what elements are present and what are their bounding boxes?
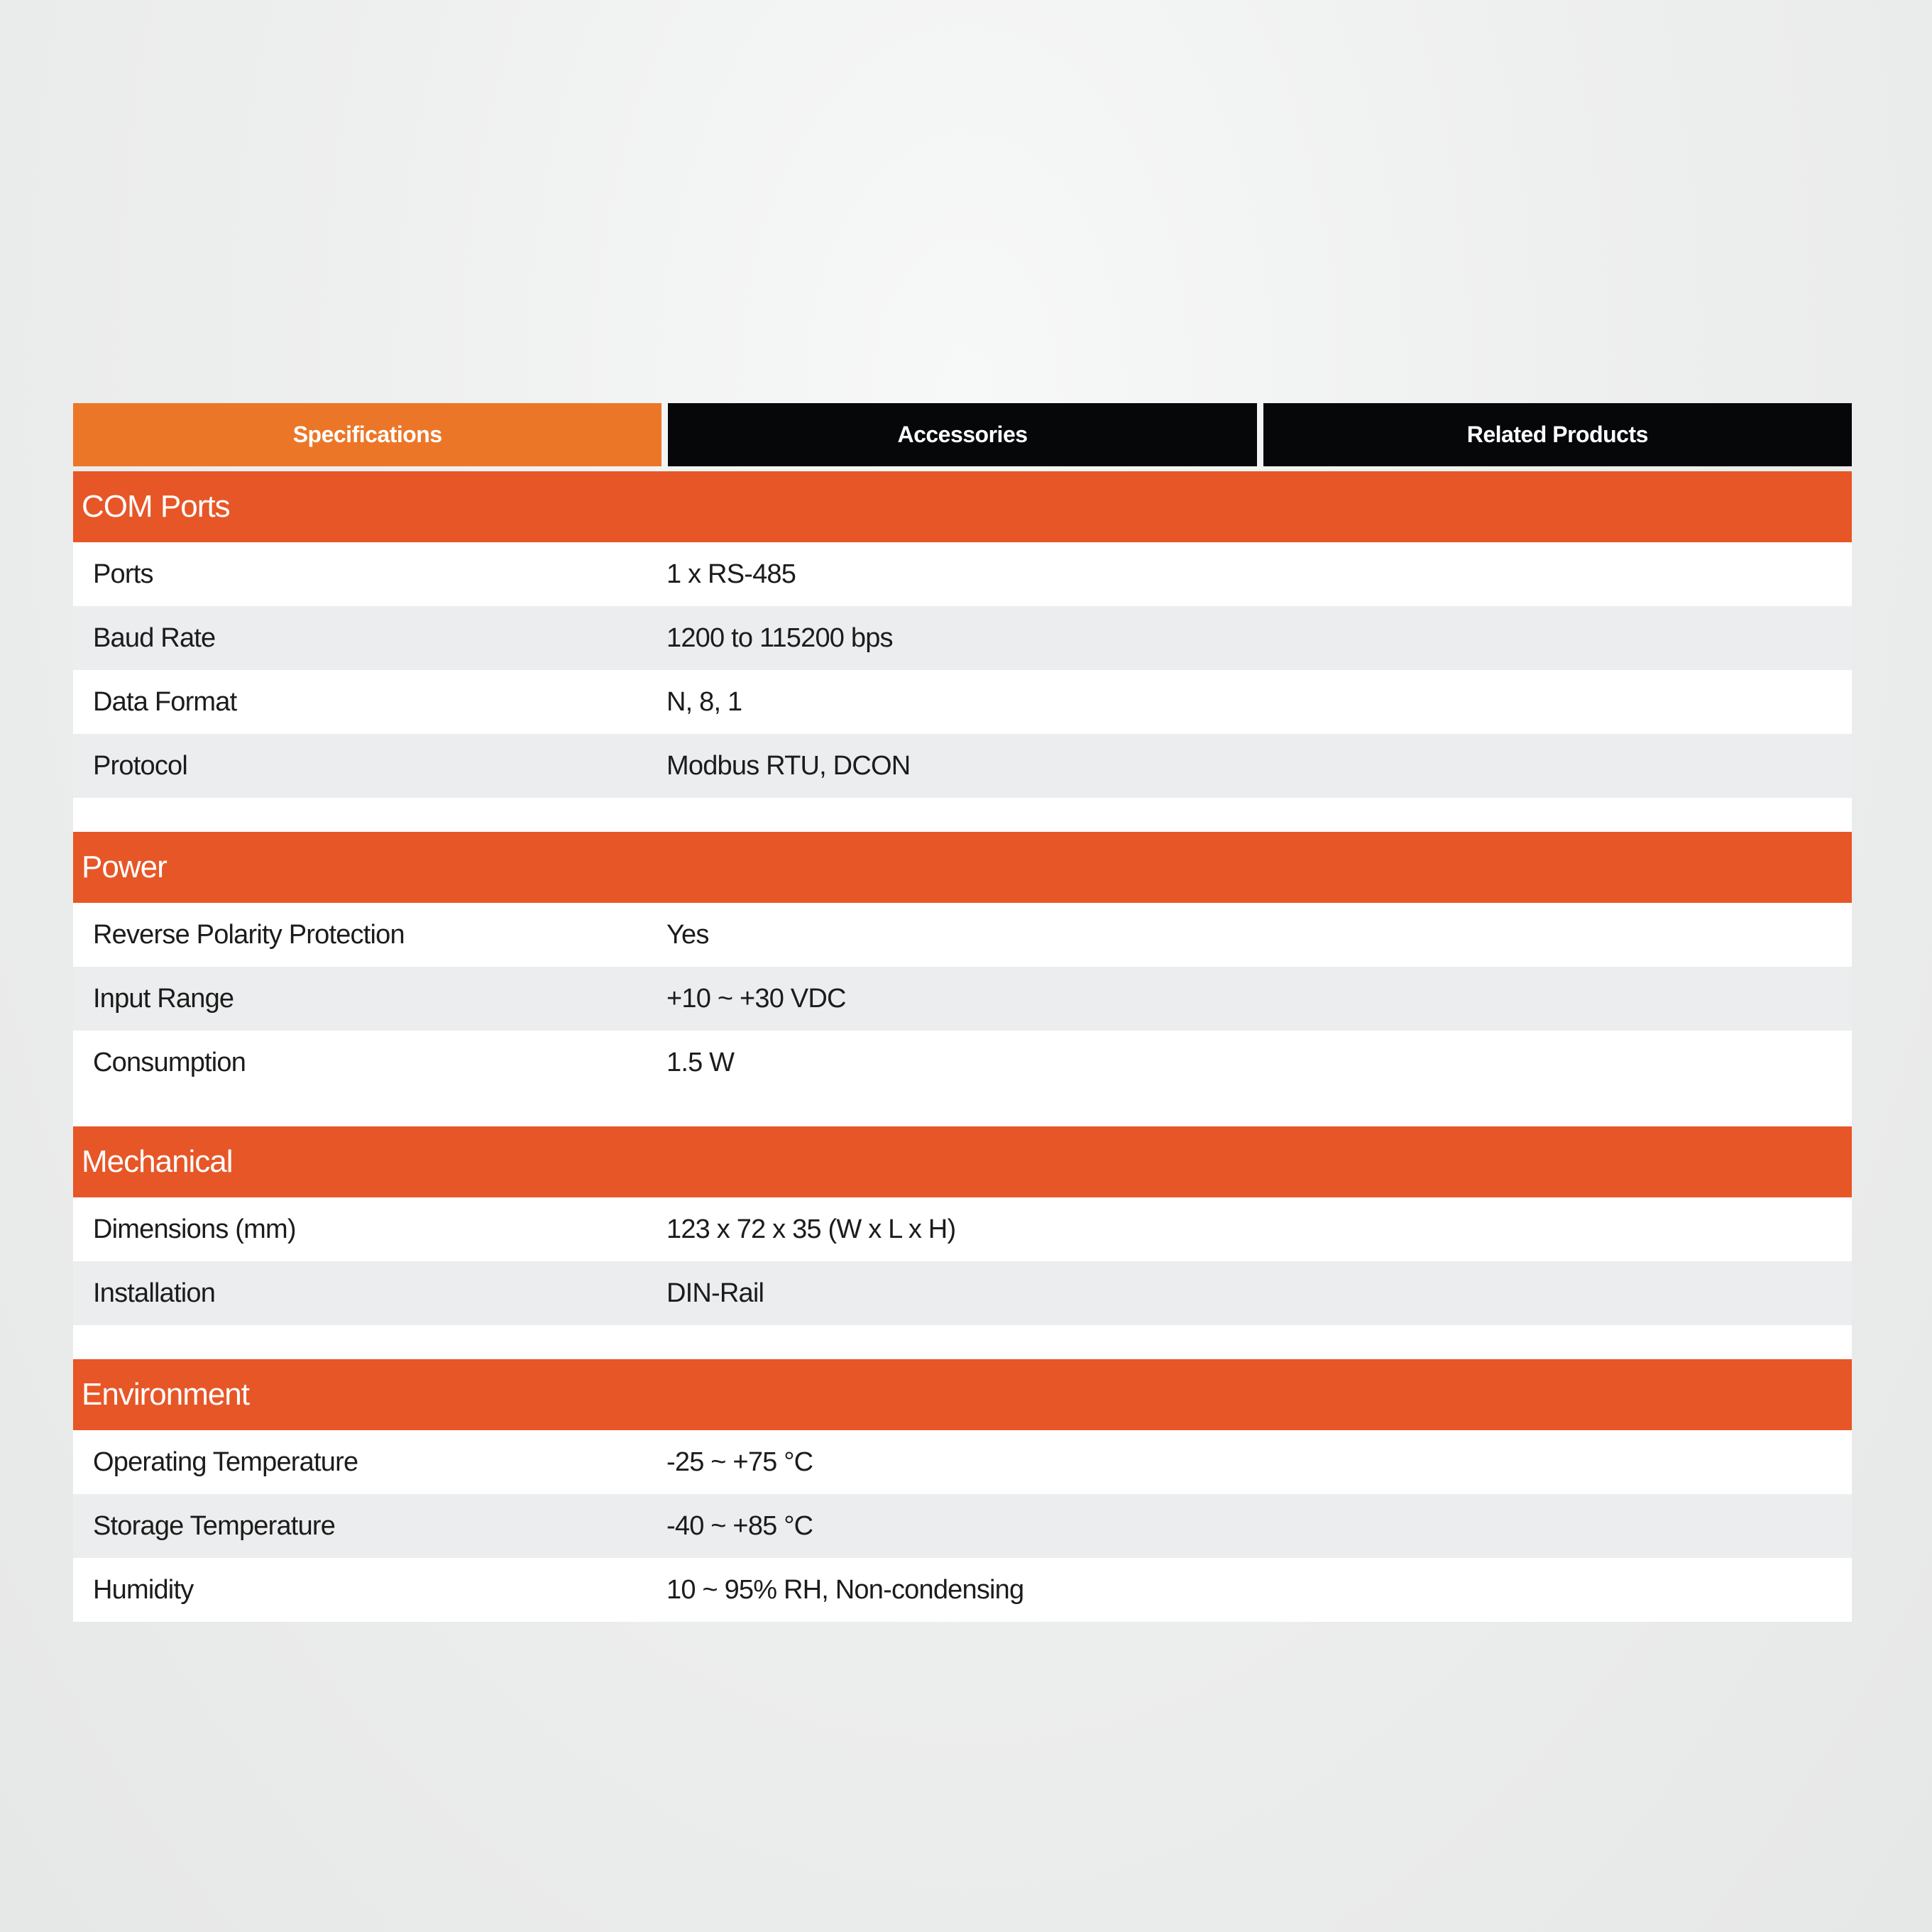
- spec-value: -25 ~ +75 °C: [666, 1447, 813, 1477]
- spec-label: Dimensions (mm): [93, 1214, 296, 1244]
- spec-value: Modbus RTU, DCON: [666, 750, 911, 781]
- spec-row: [73, 1494, 1852, 1558]
- spec-value: N, 8, 1: [666, 686, 742, 717]
- spec-label: Baud Rate: [93, 622, 216, 653]
- spec-label: Consumption: [93, 1047, 246, 1077]
- spec-value: -40 ~ +85 °C: [666, 1510, 813, 1541]
- section-title: COM Ports: [73, 471, 1852, 542]
- spec-label: Reverse Polarity Protection: [93, 919, 405, 950]
- spec-value: 123 x 72 x 35 (W x L x H): [666, 1214, 956, 1244]
- spec-row: [73, 967, 1852, 1031]
- specifications-panel: [73, 403, 1852, 1622]
- spec-row: [73, 542, 1852, 606]
- spec-value: +10 ~ +30 VDC: [666, 983, 846, 1014]
- spec-value: 1 x RS-485: [666, 559, 796, 589]
- spec-row: [73, 670, 1852, 734]
- tab-specifications[interactable]: Specifications: [73, 403, 662, 466]
- spec-value: 1.5 W: [666, 1047, 735, 1077]
- section-environment: [73, 1359, 1852, 1622]
- spec-label: Data Format: [93, 686, 237, 717]
- spec-row: [73, 1197, 1852, 1261]
- section-mechanical: [73, 1126, 1852, 1359]
- spec-value: Yes: [666, 919, 709, 950]
- spec-label: Ports: [93, 559, 153, 589]
- section-spacer: [73, 1325, 1852, 1359]
- tab-bar: [73, 403, 1852, 466]
- spec-value: 10 ~ 95% RH, Non-condensing: [666, 1574, 1024, 1605]
- section-title: Environment: [73, 1359, 1852, 1430]
- spec-row: [73, 606, 1852, 670]
- section-spacer: [73, 1094, 1852, 1126]
- section-power: [73, 832, 1852, 1126]
- spec-label: Input Range: [93, 983, 234, 1014]
- section-title: Mechanical: [73, 1126, 1852, 1197]
- spec-label: Installation: [93, 1278, 216, 1308]
- spec-row: [73, 903, 1852, 967]
- spec-row: [73, 1031, 1852, 1094]
- section-title: Power: [73, 832, 1852, 903]
- tab-accessories[interactable]: Accessories: [668, 403, 1256, 466]
- spec-label: Storage Temperature: [93, 1510, 336, 1541]
- tab-related-products[interactable]: Related Products: [1263, 403, 1852, 466]
- spec-label: Operating Temperature: [93, 1447, 358, 1477]
- spec-value: DIN-Rail: [666, 1278, 764, 1308]
- spec-value: 1200 to 115200 bps: [666, 622, 893, 653]
- section-com-ports: [73, 471, 1852, 832]
- spec-label: Humidity: [93, 1574, 194, 1605]
- spec-row: [73, 1430, 1852, 1494]
- section-spacer: [73, 798, 1852, 832]
- spec-row: [73, 1261, 1852, 1325]
- spec-label: Protocol: [93, 750, 188, 781]
- spec-row: [73, 734, 1852, 798]
- spec-row: [73, 1558, 1852, 1622]
